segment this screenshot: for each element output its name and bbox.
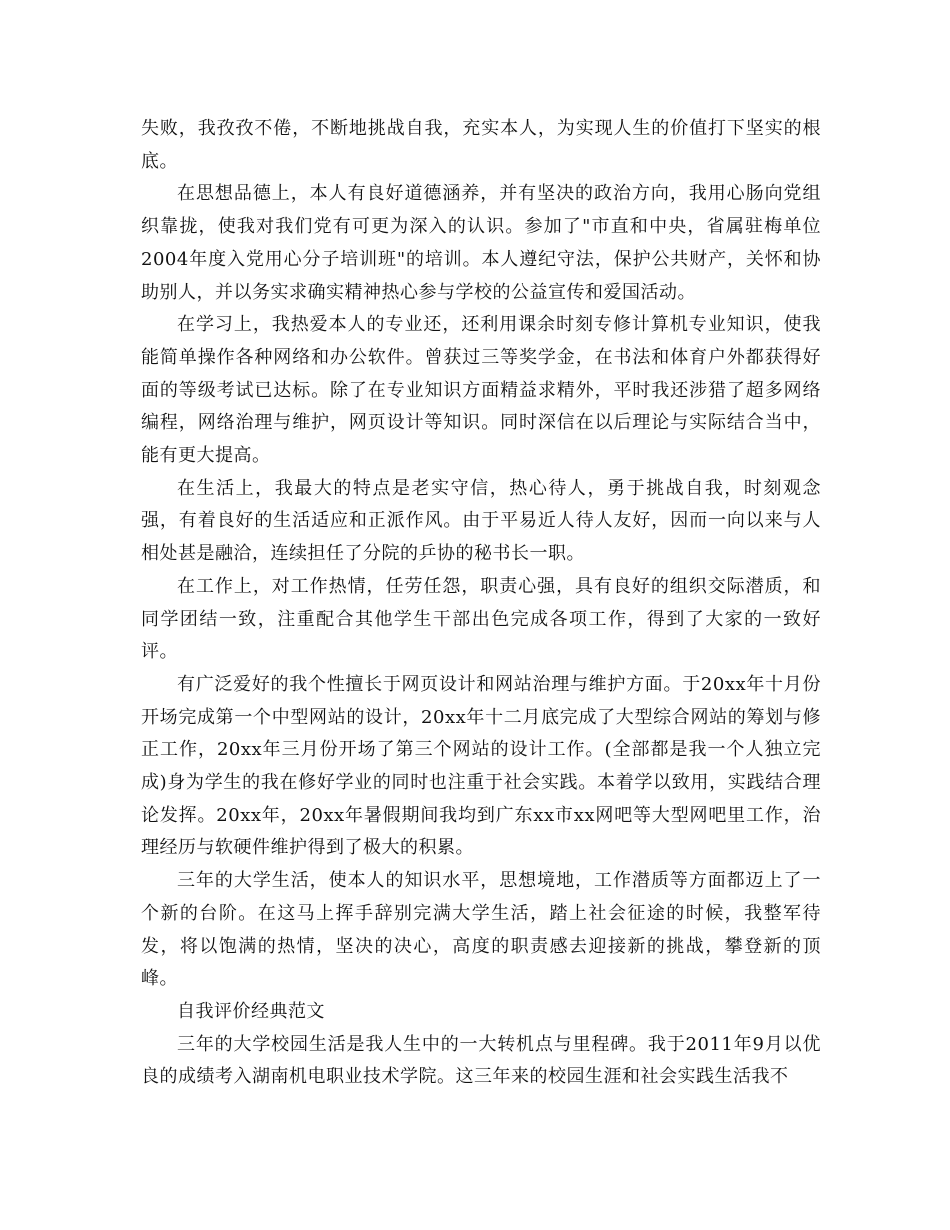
document-body <box>141 113 821 1094</box>
paragraph-life: 在生活上，我最大的特点是老实守信，热心待人，勇于挑战自我，时刻观念强，有着良好的生活适应和正派作风。由于平易近人待人友好，因而一向以来与人相处甚是融洽，连续担任了分院的乒协的秘书长一职。 <box>141 477 821 565</box>
section-heading: 自我评价经典范文 <box>177 1000 325 1022</box>
paragraph-college-life: 三年的大学校园生活是我人生中的一大转机点与里程碑。我于2011年9月以优良的成绩考入湖南机电职业技术学院。这三年来的校园生涯和社会实践生活我不 <box>141 1033 821 1088</box>
paragraph-hobbies: 有广泛爱好的我个性擅长于网页设计和网站治理与维护方面。于20xx年十月份开场完成第一个中型网站的设计，20xx年十二月底完成了大型综合网站的筹划与修正工作，20xx年三月份开场了第三个网站的设计工作。(全部都是我一个人独立完成)身为学生的我在修好学业的同时也注重于社会实践。本着学以致用，实践结合理论发挥。20xx年，20xx年暑假期间我均到广东xx市xx网吧等大型网吧里工作，治理经历与软硬件维护得到了极大的积累。 <box>141 673 821 859</box>
paragraph-moral-character: 在思想品德上，本人有良好道德涵养，并有坚决的政治方向，我用心肠向党组织靠拢，使我对我们党有可更为深入的认识。参加了"市直和中央，省属驻梅单位2004年度入党用心分子培训班"的培训。本人遵纪守法，保护公共财产，关怀和协助别人，并以务实求确实精神热心参与学校的公益宣传和爱国活动。 <box>141 183 821 303</box>
paragraph-continuation: 失败，我孜孜不倦，不断地挑战自我，充实本人，为实现人生的价值打下坚实的根底。 <box>141 118 821 172</box>
paragraph-summary: 三年的大学生活，使本人的知识水平，思想境地，工作潜质等方面都迈上了一个新的台阶。在这马上挥手辞别完满大学生活，踏上社会征途的时候，我整军待发，将以饱满的热情，坚决的决心，高度的职责感去迎接新的挑战，攀登新的顶峰。 <box>141 870 821 990</box>
paragraph-work: 在工作上，对工作热情，任劳任怨，职责心强，具有良好的组织交际潜质，和同学团结一致，注重配合其他学生干部出色完成各项工作，得到了大家的一致好评。 <box>141 575 821 663</box>
paragraph-study: 在学习上，我热爱本人的专业还，还利用课余时刻专修计算机专业知识，使我能简单操作各种网络和办公软件。曾获过三等奖学金，在书法和体育户外都获得好面的等级考试已达标。除了在专业知识方面精益求精外，平时我还涉猎了超多网络编程，网络治理与维护，网页设计等知识。同时深信在以后理论与实际结合当中，能有更大提高。 <box>141 314 821 467</box>
